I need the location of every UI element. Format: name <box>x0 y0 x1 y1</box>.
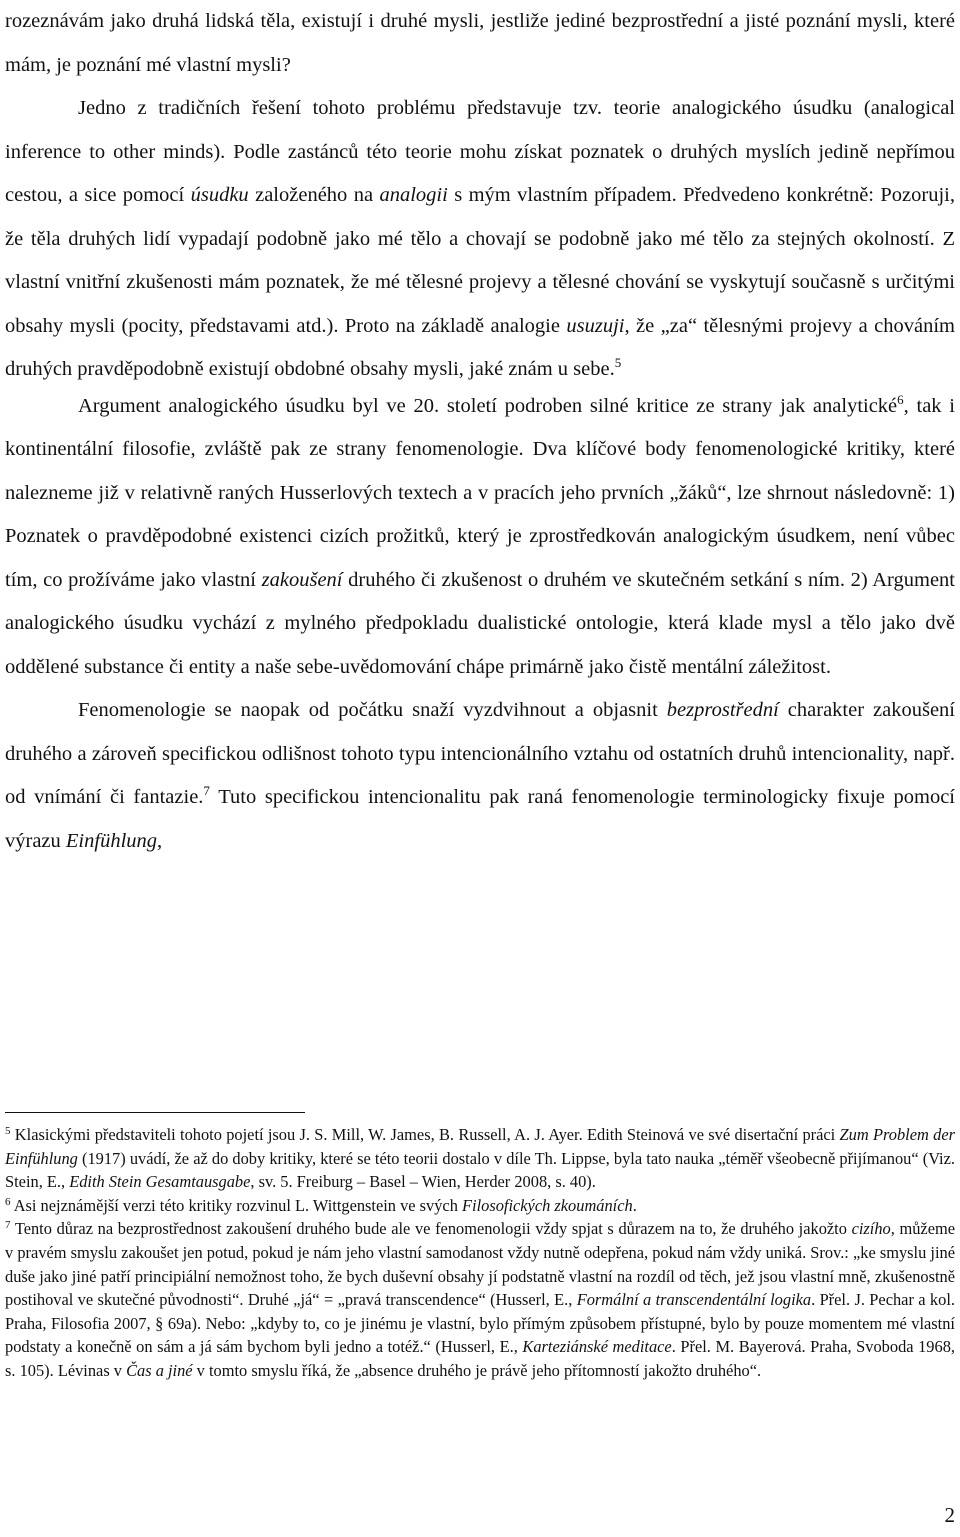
text-run: Tento důraz na bezprostřednost zakoušení druhého bude ale ve fenomenologii vždy spjat s důrazem na to, že druhého jakožto <box>10 1219 852 1239</box>
text-run: . <box>632 1195 637 1215</box>
italic-text: Edith Stein Gesamtausgabe <box>69 1172 251 1192</box>
text-run: , můžeme v pravém smyslu zakoušet jen potud, pokud je nám jeho vlastní samodanost vždy nutně odepřena, pokud nám vždy uniká. Srov.: „ke smyslu jiné duše jako jiné patří principiální nemožnost toho, že bych duševní obsahy jí podstatně vlastní na rozdíl od těch, jež jsou vlastní mně, zkušenostně postihoval ve skutečné původnosti“. Druhé „já“ = „pravá transcendence“ (Husserl, E., <box>5 1219 955 1310</box>
text-run: s mým vlastním případem. Předvedeno konkrétně: Pozoruji, že těla druhých lidí vypadají podobně jako mé tělo a chovají se podobně jako mé tělo za stejných okolností. Z vlastní vnitřní zkušenosti mám poznatek, že mé tělesné projevy a tělesné chování se vyskytují současně s určitými obsahy mysli (pocity, představami atd.). Proto na základě analogie <box>5 184 955 337</box>
text-run: druhého či zkušenost o druhém ve skutečném setkání s ním. 2) Argument analogického úsudku vychází z mylného předpokladu dualistické ontologie, která klade mysl a tělo jako dvě oddělené substance či entity a naše sebe-uvědomování chápe primárně jako čistě mentální záležitost. <box>5 568 955 678</box>
text-run: v tomto smyslu říká, že „absence druhého je právě jeho přítomností jakožto druhého“. <box>192 1360 762 1380</box>
text-run: rozeznávám jako druhá lidská těla, existují i druhé mysli, jestliže jediné bezprostřední a jisté poznání mysli, které mám, je poznání mé vlastní mysli? <box>5 10 955 76</box>
text-run: Tuto specifickou intencionalitu pak raná fenomenologie terminologicky fixuje pomocí výrazu <box>5 786 956 852</box>
footnote <box>5 1123 955 1194</box>
text-run: , že „za“ tělesnými projevy a chováním druhých pravděpodobně existují obdobné obsahy mysli, jaké znám u sebe. <box>5 314 955 380</box>
text-run: charakter zakoušení druhého a zároveň specifickou odlišnost tohoto typu intencionálního vztahu od ostatních druhů intencionality, např. od vnímání či fantazie. <box>5 699 956 808</box>
italic-text: Karteziánské meditace <box>522 1337 672 1357</box>
footnote-ref: 7 <box>203 783 210 798</box>
text-run: (1917) uvádí, že až do doby kritiky, které se této teorii dostalo v díle Th. Lippse, byla tato nauka „téměř všeobecně přijímanou“ (Viz. Stein, E., <box>5 1148 955 1192</box>
footnote-ref: 7 <box>5 1219 11 1232</box>
text-run: Jedno z tradičních řešení tohoto problému představuje tzv. teorie analogického úsudku (analogical inference to other minds). Podle zastánců této teorie mohu získat poznatek o druhých myslích jedině nepřímou cestou, a sice pomocí <box>5 97 955 206</box>
text-run: Klasickými představiteli tohoto pojetí jsou J. S. Mill, W. James, B. Russell, A. J. Ayer. Edith Steinová ve své disertační práci <box>10 1125 840 1144</box>
footnote-ref: 5 <box>614 355 622 370</box>
text-run: Argument analogického úsudku byl ve 20. století podroben silné kritice ze strany jak analytické <box>78 394 898 417</box>
footnote <box>5 1217 955 1382</box>
italic-text: Filosofických zkoumáních <box>462 1195 633 1215</box>
italic-text: Einfühlung <box>65 829 158 852</box>
footnote-ref: 6 <box>5 1195 11 1208</box>
italic-text: Čas a jiné <box>126 1360 193 1380</box>
main-text <box>5 0 955 863</box>
footnotes <box>5 1123 955 1383</box>
page-number: 2 <box>944 1503 955 1527</box>
footnote-ref: 5 <box>5 1125 11 1137</box>
paragraph <box>5 87 955 392</box>
text-run: založeného na <box>248 184 380 206</box>
footnote-ref: 6 <box>897 391 904 407</box>
italic-text: bezprostřední <box>666 699 779 721</box>
text-run: , <box>157 829 163 852</box>
text-run: , tak i kontinentální filosofie, zvláště pak ze strany fenomenologie. Dva klíčové body fenomenologické kritiky, které nalezneme již v relativně raných Husserlových textech a v pracích jeho prvních „žáků“, lze shrnout následovně: 1) Poznatek o pravděpodobné existenci cizích prožitků, který je zprostředkován analogickým úsudkem, není vůbec tím, co prožíváme jako vlastní <box>5 394 955 591</box>
footnote-separator <box>5 1112 305 1113</box>
italic-text: analogii <box>379 184 448 206</box>
text-run: Fenomenologie se naopak od počátku snaží vyzdvihnout a objasnit <box>78 699 667 721</box>
italic-text: zakoušení <box>261 568 343 591</box>
paragraph <box>5 385 955 690</box>
italic-text: Zum Problem der Einfühlung <box>5 1125 956 1168</box>
text-run: . Přel. J. Pechar a kol. Praha, Filosofia 2007, § 69a). Nebo: „kdyby to, co je jinému je vlastní, bylo přímým způsobem přístupné, bylo by pouze momentem mé vlastní podstaty a konečně on sám a já sám bychom byli jedno a totéž.“ (Husserl, E., <box>5 1290 955 1357</box>
text-run: , sv. 5. Freiburg – Basel – Wien, Herder 2008, s. 40). <box>250 1172 596 1192</box>
paragraph <box>5 0 955 87</box>
italic-text: úsudku <box>190 184 249 206</box>
italic-text: Formální a transcendentální logika <box>576 1290 812 1310</box>
italic-text: usuzuji <box>566 314 625 337</box>
text-run: Asi nejznámější verzi této kritiky rozvinul L. Wittgenstein ve svých <box>10 1195 463 1215</box>
footnote <box>5 1194 955 1218</box>
paragraph <box>5 689 955 863</box>
italic-text: cizího <box>851 1219 891 1239</box>
text-run: . Přel. M. Bayerová. Praha, Svoboda 1968, s. 105). Lévinas v <box>5 1337 955 1380</box>
